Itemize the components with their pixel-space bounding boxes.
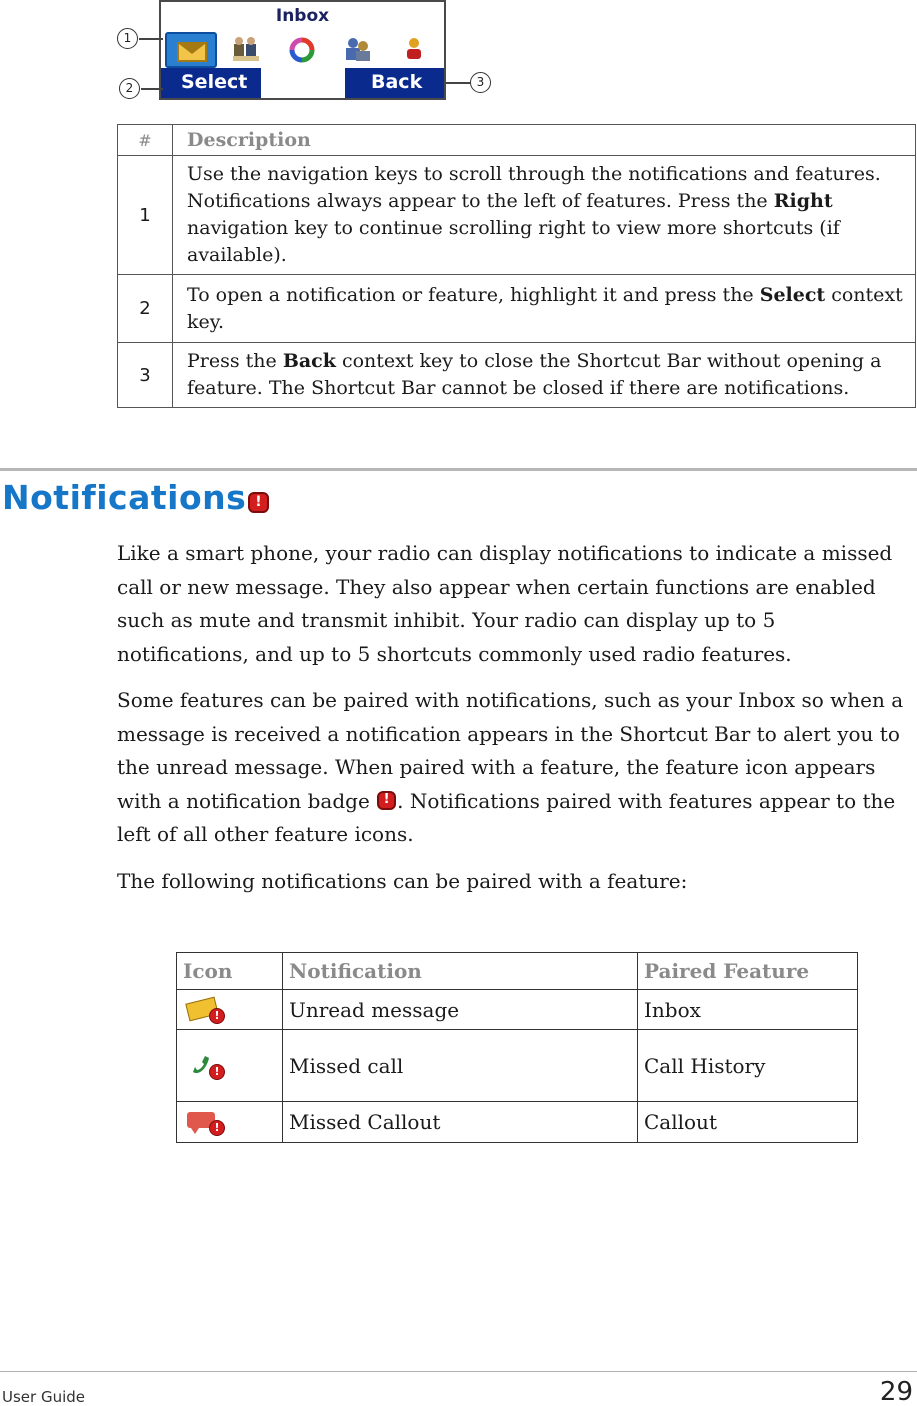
header-paired-feature: Paired Feature xyxy=(638,953,858,990)
scan-icon[interactable] xyxy=(287,32,317,68)
feature-cell: Inbox xyxy=(638,990,858,1030)
notification-table xyxy=(176,952,858,1143)
table-row xyxy=(118,156,916,275)
back-softkey[interactable]: Back xyxy=(371,71,423,93)
description-table xyxy=(117,124,916,408)
table-row xyxy=(118,275,916,343)
notification-cell: Missed call xyxy=(283,1030,638,1102)
notification-badge-icon: ! xyxy=(377,791,396,810)
page-number: 29 xyxy=(879,1377,913,1406)
shortcut-bar-illustration xyxy=(112,0,502,102)
row-description: Press the Back context key to close the Shortcut Bar without opening a feature. The Shortcut Bar cannot be closed if there are notifications. xyxy=(173,343,916,408)
missed-call-icon: ! xyxy=(183,1052,227,1080)
softkey-bar xyxy=(161,68,444,98)
footer-doc-title: User Guide xyxy=(2,1388,86,1406)
feature-cell: Callout xyxy=(638,1102,858,1143)
footer-divider xyxy=(0,1371,917,1372)
table-row xyxy=(177,990,858,1030)
row-number: 1 xyxy=(118,156,173,275)
notification-badge-icon: ! xyxy=(248,492,269,513)
row-description: Use the navigation keys to scroll through the notifications and features. Notifications always appear to the left of features. Press the Right navigation key to continue scrolling right to view more shortcuts (if available). xyxy=(173,156,916,275)
paragraph-pairing: Some features can be paired with notifications, such as your Inbox so when a message is received a notification appears in the Shortcut Bar to alert you to the unread message. When paired with a feature, the feature icon appears with a notification badge ! . Notifications paired with features appear to the left of all other feature icons. xyxy=(117,688,904,846)
row-number: 3 xyxy=(118,343,173,408)
select-softkey[interactable]: Select xyxy=(181,71,248,93)
screen-title: Inbox xyxy=(275,6,330,26)
header-icon: Icon xyxy=(177,953,283,990)
unread-message-icon: ! xyxy=(183,996,227,1024)
callout-1: 1 xyxy=(117,28,138,49)
group-icon[interactable] xyxy=(343,32,373,68)
row-description: To open a notification or feature, highlight it and press the Select context key. xyxy=(173,275,916,343)
section-divider xyxy=(0,468,917,471)
callout-leader-2 xyxy=(141,88,163,90)
callout-3: 3 xyxy=(470,72,491,93)
shortcut-icon-row xyxy=(165,32,435,68)
notification-cell: Unread message xyxy=(283,990,638,1030)
header-description: Description xyxy=(173,125,916,156)
missed-callout-icon: ! xyxy=(183,1108,227,1136)
callout-leader-1 xyxy=(139,38,163,40)
feature-cell: Call History xyxy=(638,1030,858,1102)
radio-screen xyxy=(159,0,446,100)
inbox-icon[interactable] xyxy=(165,32,217,68)
paragraph-intro: Like a smart phone, your radio can display notifications to indicate a missed call or new message. They also appear when certain functions are enabled such as mute and transmit inhibit. Your radio can display up to 5 notifications, and up to 5 shortcuts commonly used radio features. xyxy=(117,541,893,666)
table-header-row xyxy=(177,953,858,990)
callout-leader-3 xyxy=(446,82,470,84)
table-header-row xyxy=(118,125,916,156)
section-heading: Notifications xyxy=(2,478,247,517)
contacts-icon[interactable] xyxy=(231,32,261,68)
user-icon[interactable] xyxy=(399,32,429,68)
paragraph-list-intro: The following notifications can be paired with a feature: xyxy=(117,869,688,893)
header-number: # xyxy=(118,125,173,156)
table-row xyxy=(118,343,916,408)
row-number: 2 xyxy=(118,275,173,343)
callout-2: 2 xyxy=(119,78,140,99)
header-notification: Notification xyxy=(283,953,638,990)
table-row xyxy=(177,1030,858,1102)
notification-cell: Missed Callout xyxy=(283,1102,638,1143)
table-row xyxy=(177,1102,858,1143)
